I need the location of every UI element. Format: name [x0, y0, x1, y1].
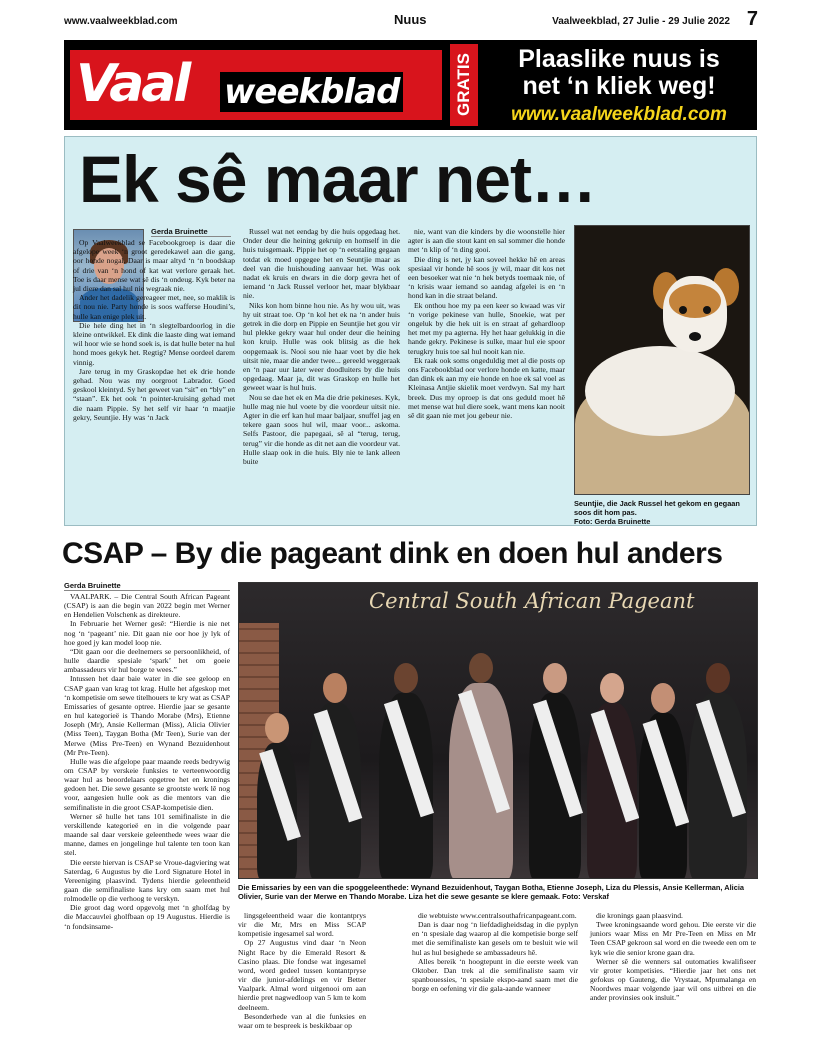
dog-photo-nose — [689, 332, 701, 341]
csap-photo-caption — [238, 883, 758, 901]
article1-headline: Ek sê maar net… — [79, 142, 596, 216]
ad-banner[interactable] — [64, 40, 757, 130]
article1-column-1 — [73, 238, 235, 422]
paragraph: Op Vaalweekblad se Facebookgroep is daar die afgelope week ‘n groot geredekawel aan die gang, oor honde nogal. Daar is maar altyd ‘n ‘n boodskap of drie van ‘n hond of kat wat verlore geraak het. Toe is daar mense wat sê dis ‘n ondeug. Kyk beter na jul diere dan sal hul nie wegraak nie. — [73, 238, 235, 294]
paragraph: Werner sê hulle het tans 101 semifinaliste in die verskillende kategorieë en in die volgende paar maande sal daar verskeie geleenthede wees waar die manne, dames en jongelinge hul talente ten toon kan stel. — [64, 811, 230, 858]
paragraph: Hulle was die afgelope paar maande reeds bedrywig om CSAP by verskeie funksies te verteenwoordig waar hul as beoordelaars opgetree het en kronings gedoen het. Die sewe gesante se grootste werk lê nog voor, aangesien hulle ook as die mentors van die semifinaliste in die groot CSAP-kompetisie dien. — [64, 756, 230, 812]
article2-column-4 — [590, 911, 756, 1003]
article2-column-1 — [64, 592, 230, 931]
article2-column-3 — [412, 911, 578, 993]
logo-vaal: Vaal — [76, 54, 189, 114]
paragraph: Jare terug in my Graskopdae het ek drie honde gehad. Nou was my oorgroot Labrador. Goed geskool kleintyd. Sy het geweet van “sit” en “bly” en “staan”. Ek het ook ‘n pointer-kruising gehad met die naam Pippie. Sy het self vir haar ‘n maatjie gekry, Seuntjie. Hy was ‘n Jack — [73, 366, 235, 422]
paragraph: die webtuiste www.centralsouthafricanpageant.com. — [418, 911, 577, 920]
paragraph: Ander het dadelik gereageer met, nee, so maklik is dit nou nie. Party honde is soos wafferse Houdini’s, hulle kan enige plek uit. — [73, 293, 235, 321]
paragraph: “Dit gaan oor die deelnemers se persoonlikheid, of hulle daardie spesiale ‘spark’ het om goeie ambassadeurs vir hul borge te wees.” — [64, 646, 230, 675]
dog-photo — [574, 225, 750, 495]
paragraph: Intussen het daar baie water in die see geloop en CSAP gaan van krag tot krag. Hulle het afgeskop met ‘n kompetisie om sewe titelhouers te kry wat as CSAP Emissaries of gesante optree. Hierdie jaar se gesante en hul kategorieë is Thando Morabe (Mrs), Etienne Joseph (Mr), Ansie Kellerman (Miss), Alicia Olivier (Miss Teen), Taygan Botha (Mr Teen), Surie van der Merwe (Miss Pre-Teen) en Wynand Bezuidenhout (Mr Pre-Teen). — [64, 674, 230, 757]
paragraph: Op 27 Augustus vind daar ‘n Neon Night Race by die Emerald Resort & Casino plaas. Die fondse wat ingesamel word, word gedeel tussen kontantpryse vir die junior-afdelings en vir Better Vaalpark. Almal word uitgenooi om aan hierdie pret nagwedloop van 5 km te kom deelneem. — [238, 938, 366, 1012]
paragraph: Ek raak ook soms ongeduldig met al die posts op ons Facebookblad oor verlore honde en katte, maar dan dink ek aan my eie honde en hoe ek sal voel as Kleinasa Antjie skielik moet verdwyn. Sal my hart breek. Dus my oproep is dat ons geduld moet hê met mense wat hul diere soek, want mens kan nooit sê dit gaan nie met jou gebeur nie. — [408, 355, 565, 421]
paragraph: Twee kroningsaande word gehou. Die eerste vir die juniors waar Miss en Mr Pre-Teen en Miss en Mr Teen CSAP gekroon sal word en die tweede een om te kyk wie die senior krone gaan dra. — [590, 920, 756, 957]
dog-photo-eye-right — [703, 306, 711, 314]
paragraph: nie, want van die kinders by die woonstelle hier agter is aan die stout kant en sal sommer die honde met ‘n klip of ‘n ding gooi. — [408, 227, 565, 255]
paragraph: Die hele ding het in ‘n slegtelbardoorlog in die kleine ontwikkel. Ek dink die laaste ding wat iemand wil hoor wie se hond soek is, is dat hulle beter na hul hond moes gekyk het. Regtig? Mense oordeel darem vinnig. — [73, 320, 235, 367]
paragraph: Dan is daar nog ‘n liefdadigheidsdag in die pyplyn en ‘n spesiale dag waarop al die kompetisie borge self met die semifinaliste kan gesels om te besluit wie wil hul as hul besighede se ambassadeurs hê. — [412, 920, 578, 957]
csap-photo — [238, 582, 758, 879]
page-number: 7 — [746, 8, 758, 30]
paragraph: VAALPARK. – Die Central South African Pageant (CSAP) is aan die begin van 2022 begin met Werner en Hendelien Volschenk as direkteure. — [64, 592, 230, 620]
article2-headline: CSAP – By die pageant dink en doen hul anders — [62, 537, 723, 570]
gratis-badge: GRATIS — [450, 44, 478, 126]
page-header — [64, 8, 758, 32]
paragraph: Ek onthou hoe my pa een keer so kwaad was vir ‘n vorige pekinese van hulle, Snoekie, wat per ongeluk by die hek uit is en straat af gehardloop het met my pa agterna. Hy het haar gelukkig in die hande gekry. Pekinese is sulke, maar hul eie spoor terugkry huis toe sal hul nooit kan nie. — [408, 300, 565, 356]
dog-photo-caption-text: Seuntjie, die Jack Russel het gekom en gegaan soos dit hom pas. — [574, 499, 740, 517]
paragraph: In Februarie het Werner gesê: “Hierdie is nie net nog ‘n ‘pageant’ nie. Dit gaan nie oor hoe jy lyk of hoe goed jy kan model loop nie. — [64, 619, 230, 647]
paragraph: Werner sê die wenners sal outomaties kwalifiseer vir groter kompetisies. “Hierdie jaar het ons net gefokus op Gauteng, die Vrystaat, Mpumalanga en Noordwes maar volgende jaar wil ons uitbrei en die ander provinsies ook insluit.” — [590, 956, 756, 1003]
csap-photo-banner-title: Central South African Pageant — [369, 589, 695, 613]
dog-photo-caption-credit: Foto: Gerda Bruinette — [574, 517, 651, 526]
vaalweekblad-logo — [70, 50, 442, 120]
paragraph: lingsgeleentheid waar die kontantprys vir die Mr, Mrs en Miss SCAP kompetisie ingesamel sal word. — [238, 911, 366, 939]
csap-photo-person-head — [543, 663, 567, 693]
header-section: Nuus — [394, 12, 427, 27]
csap-photo-person-head — [323, 673, 347, 703]
logo-weekblad: weekblad — [220, 72, 403, 112]
article1-byline: Gerda Bruinette — [151, 227, 231, 237]
paragraph: Die eerste hiervan is CSAP se Vroue-dagviering wat Saterdag, 6 Augustus by die Lord Signature Hotel in Vereeniging plaasvind. Tydens hierdie geleentheid gaan die semifinaliste kans kry om saam met hul rolmodelle op die verhoog te verskyn. — [64, 857, 230, 904]
banner-tagline — [486, 46, 752, 100]
article2-byline: Gerda Bruinette — [64, 581, 230, 591]
article2-column-2 — [238, 911, 366, 1030]
article1-column-3 — [408, 227, 565, 420]
banner-tagline-line1: Plaaslike nuus is — [518, 45, 720, 73]
csap-photo-person-head — [265, 713, 289, 743]
dog-photo-caption — [574, 499, 752, 526]
dog-photo-eye-left — [679, 306, 687, 314]
csap-photo-caption-text: Die Emissaries by een van die spoggeleenthede: Wynand Bezuidenhout, Taygan Botha, Etienne Joseph, Liza du Plessis, Ansie Kellerman, Alicia Olivier, Surie van der Merwe en Thando Morabe. Liza het die sewe gesante se klere gemaak. — [238, 883, 744, 901]
csap-photo-caption-credit: Foto: Verskaf — [562, 892, 609, 901]
csap-photo-person-head — [600, 673, 624, 703]
csap-photo-person-head — [706, 663, 730, 693]
csap-photo-person-head — [469, 653, 493, 683]
paragraph: Alles bereik ‘n hoogtepunt in die eerste week van Oktober. Dan trek al die semifinaliste saam vir spanbouessies, ‘n spesiale ekspo-aand saam met die borge en oefening vir die gala-aande wanneer — [412, 956, 578, 994]
paragraph: Russel wat net eendag by die huis opgedaag het. Onder deur die heining gekruip en homself in die huis tuisgemaak. Pippie het op ‘n eetstaling gegaan totdat ek moed opgegee het en Seuntjie maar as deel van die huishouding aanvaar het. Was ook nadat ek kruis en dwars in die dorp gevra het of iemand ‘n Jack Russel verloor het, maar blykbaar nie. — [243, 227, 400, 301]
dog-photo-body — [585, 346, 735, 436]
paragraph: Niks kon hom binne hou nie. As hy wou uit, was hy uit straat toe. Op ‘n kol het ek na ‘n ander huis getrek in die dorp en Pippie en Seuntjie het gou vir hul plekke gekry waar hul onder deur die heining kon kruip. Hulle was ook blitsig as die hek oopgemaak is. Nooi sou nie haar voet by die hek uitsit nie, maar die ander twee... gereeld weggeraak en ‘n paar uur later weer doodluiters by die huis opgedaag. Maar ja, dit was Graskop en hulle het geweet waar is hul huis. — [243, 300, 400, 393]
dog-photo-patch — [669, 284, 721, 318]
csap-photo-person — [449, 683, 513, 879]
csap-photo-person-head — [394, 663, 418, 693]
paragraph: Besonderhede van al die funksies en waar om te bespreek is beskikbaar op — [238, 1011, 366, 1030]
paragraph: Die ding is net, jy kan soveel hekke hê en areas spesiaal vir honde hê soos jy wil, maar dit kos net een besoeker wat nie ‘n hek betyds toemaak nie, of ‘n krisis waar iemand so aandag afgelei is en ‘n hond kan in die straat beland. — [408, 254, 565, 301]
header-url[interactable]: www.vaalweekblad.com — [64, 16, 178, 27]
article1-column-2 — [243, 227, 400, 466]
paragraph: die kronings gaan plaasvind. — [596, 911, 683, 920]
banner-tagline-line2: net ‘n kliek weg! — [522, 72, 716, 100]
article-ek-se-maar-net — [64, 136, 757, 526]
csap-photo-person-head — [651, 683, 675, 713]
paragraph: Die groot dag word opgevolg met ‘n gholfdag by die Maccauvlei gholfbaan op 19 Augustus. Hierdie is ‘n fondsinsame- — [64, 903, 230, 931]
csap-photo-person — [689, 693, 747, 879]
header-date: Vaalweekblad, 27 Julie - 29 Julie 2022 — [552, 16, 730, 27]
banner-url[interactable]: www.vaalweekblad.com — [511, 104, 727, 125]
paragraph: Nou se dae het ek en Ma die drie pekineses. Kyk, hulle mag nie hul voete by die voordeur uitsit nie. Agter in die erf kan hul maar baljaar, snuffel jag en tekere gaan soos hul wil, maar voor... askoma. Selfs Pastoor, die papegaai, sê al “terug, terug, terug” vir die honde as dit net aan die voordeur vat. Hulle slaap ook in die huis. Bly nie te lank alleen buite — [243, 392, 400, 467]
